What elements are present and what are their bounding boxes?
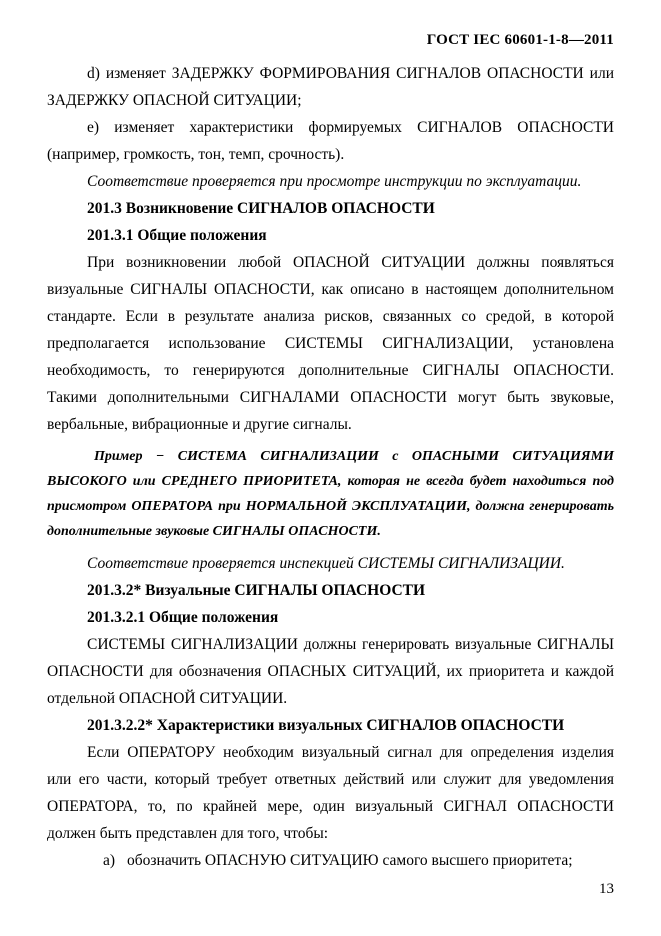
compliance-statement-1: Соответствие проверяется при просмотре инструкции по эксплуатации. (87, 173, 582, 190)
heading-201-3-2: 201.3.2* Визуальные СИГНАЛЫ ОПАСНОСТИ (87, 582, 426, 599)
example-paragraph: Пример − СИСТЕМА СИГНАЛИЗАЦИИ с ОПАСНЫМИ СИТУАЦИЯМИ ВЫСОКОГО или СРЕДНЕГО ПРИОРИТЕТА, которая не всегда будет находиться под присмотром ОПЕРАТОРА при НОРМАЛЬНОЙ ЭКСПЛУАТАЦИИ, должна генерировать дополнительные звуковые СИГНАЛЫ ОПАСНОСТИ. (47, 449, 614, 539)
compliance-statement-2: Соответствие проверяется инспекцией СИСТЕМЫ СИГНАЛИЗАЦИИ. (87, 555, 565, 572)
paragraph-visual-signals: СИСТЕМЫ СИГНАЛИЗАЦИИ должны генерировать визуальные СИГНАЛЫ ОПАСНОСТИ для обозначения ОПАСНЫХ СИТУАЦИЙ, их приоритета и каждой отдельной ОПАСНОЙ СИТУАЦИИ. (47, 636, 614, 707)
heading-201-3-2-1: 201.3.2.1 Общие положения (87, 609, 279, 626)
list-item-d: d) изменяет ЗАДЕРЖКУ ФОРМИРОВАНИЯ СИГНАЛОВ ОПАСНОСТИ или ЗАДЕРЖКУ ОПАСНОЙ СИТУАЦИИ; (47, 65, 614, 109)
list-item-a-text: обозначить ОПАСНУЮ СИТУАЦИЮ самого высшего приоритета; (127, 852, 573, 869)
list-item-a-marker: a) (103, 852, 116, 869)
standard-reference-header: ГОСТ IEC 60601-1-8—2011 (426, 32, 614, 48)
heading-201-3-1: 201.3.1 Общие положения (87, 227, 267, 244)
heading-201-3-2-2: 201.3.2.2* Характеристики визуальных СИГНАЛОВ ОПАСНОСТИ (87, 717, 565, 734)
heading-201-3: 201.3 Возникновение СИГНАЛОВ ОПАСНОСТИ (87, 200, 435, 217)
list-item-a (47, 847, 614, 874)
paragraph-hazard-occurrence: При возникновении любой ОПАСНОЙ СИТУАЦИИ должны появляться визуальные СИГНАЛЫ ОПАСНОСТИ, как описано в настоящем дополнительном стандарте. Если в результате анализа рисков, связанных со средой, в которой предполагается использование СИСТЕМЫ СИГНАЛИЗАЦИИ, установлена необходимость, то генерируются дополнительные СИГНАЛЫ ОПАСНОСТИ. Такими дополнительными СИГНАЛАМИ ОПАСНОСТИ могут быть звуковые, вербальные, вибрационные и другие сигналы. (47, 254, 614, 433)
page-number: 13 (599, 881, 614, 897)
list-item-e: e) изменяет характеристики формируемых СИГНАЛОВ ОПАСНОСТИ (например, громкость, тон, темп, срочность). (47, 119, 614, 163)
paragraph-operator-signal: Если ОПЕРАТОРУ необходим визуальный сигнал для определения изделия или его части, который требует ответных действий или служит для уведомления ОПЕРАТОРА, то, по крайней мере, один визуальный СИГНАЛ ОПАСНОСТИ должен быть представлен для того, чтобы: (47, 744, 614, 842)
